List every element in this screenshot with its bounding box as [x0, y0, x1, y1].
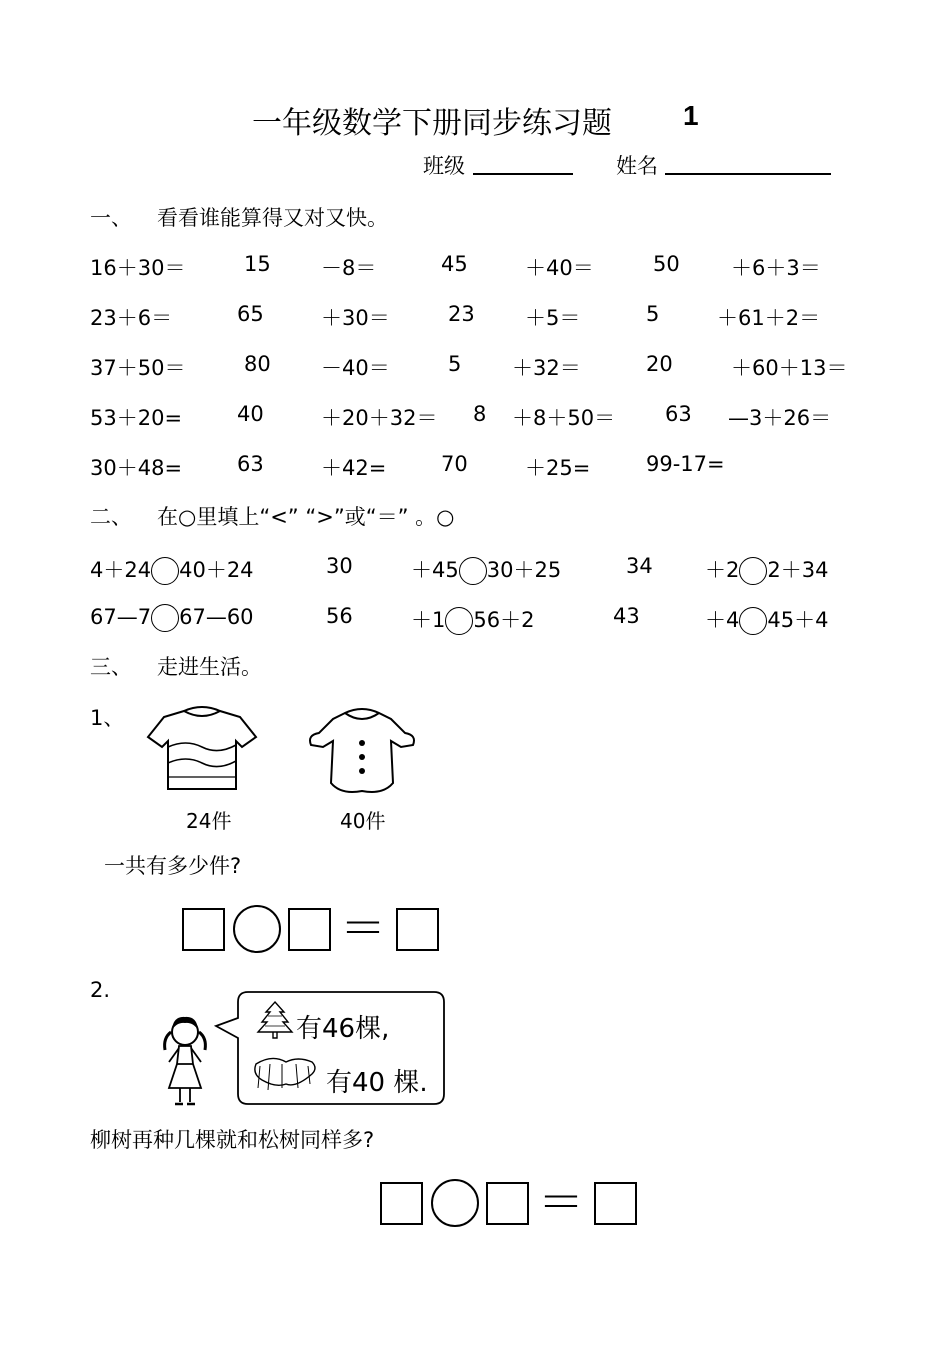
- tshirt-count-label: 24件: [186, 809, 232, 833]
- exercise-cell: ＋30＝: [321, 306, 390, 330]
- answer-box[interactable]: [594, 1182, 637, 1225]
- class-field[interactable]: [473, 173, 573, 175]
- exercise-cell: —3＋26＝: [728, 406, 832, 430]
- exercise-cell: ＋40＝: [525, 256, 594, 280]
- exercise-cell: 16＋30＝: [90, 256, 186, 280]
- answer-box[interactable]: [380, 1182, 423, 1225]
- exercise-cell: ＋61＋2＝: [717, 306, 821, 330]
- answer-box[interactable]: [288, 908, 331, 951]
- exercise-cell: ＋6＋3＝: [731, 256, 821, 280]
- compare-left: ＋2: [705, 558, 740, 582]
- compare-circle[interactable]: [151, 604, 179, 632]
- page-title: 一年级数学下册同步练习题: [252, 106, 612, 141]
- exercise-cell: 23: [448, 302, 475, 326]
- name-label: 姓名: [616, 154, 658, 178]
- bubble-line-1: 有46棵,: [296, 1014, 390, 1044]
- exercise-cell: 5: [646, 302, 660, 326]
- compare-left: ＋1: [411, 608, 446, 632]
- equals-sign: ＝: [538, 1175, 584, 1229]
- page-title-number: 1: [683, 100, 699, 131]
- compare-circle[interactable]: [739, 607, 767, 635]
- compare-left: 67—7: [90, 605, 152, 629]
- exercise-cell: 30＋48=: [90, 456, 183, 480]
- tshirt-icon: [146, 705, 258, 795]
- answer-box[interactable]: [182, 908, 225, 951]
- exercise-cell: 50: [653, 252, 680, 276]
- exercise-cell: 8: [473, 402, 487, 426]
- compare-row-2c: [705, 604, 828, 635]
- exercise-cell: 63: [237, 452, 264, 476]
- compare-right: 30＋25: [486, 558, 562, 582]
- exercise-cell: ＋8＋50＝: [512, 406, 616, 430]
- class-label: 班级: [423, 154, 465, 178]
- name-field[interactable]: [665, 173, 831, 175]
- section-3-title: 走进生活。: [157, 655, 262, 679]
- compare-left: ＋45: [411, 558, 459, 582]
- exercise-cell: 45: [441, 252, 468, 276]
- compare-circle[interactable]: [445, 607, 473, 635]
- bubble-line-2: 有40 棵.: [326, 1068, 428, 1098]
- compare-right: 40＋24: [179, 558, 254, 582]
- compare-num: 30: [326, 554, 353, 578]
- compare-row-2b: [411, 604, 534, 635]
- exercise-cell: 23＋6＝: [90, 306, 173, 330]
- exercise-cell: ＋32＝: [512, 356, 581, 380]
- answer-box[interactable]: [396, 908, 439, 951]
- exercise-cell: 15: [244, 252, 271, 276]
- compare-circle[interactable]: [739, 557, 767, 585]
- compare-row-1c: [705, 554, 828, 585]
- compare-circle[interactable]: [151, 557, 179, 585]
- compare-right: 45＋4: [767, 608, 829, 632]
- compare-row-1b: [411, 554, 561, 585]
- question-2-text: 柳树再种几棵就和松树同样多?: [90, 1128, 375, 1152]
- exercise-cell: 5: [448, 352, 462, 376]
- dress-count-label: 40件: [340, 809, 386, 833]
- section-1-title: 看看谁能算得又对又快。: [157, 206, 388, 230]
- compare-left: 4＋24: [90, 558, 152, 582]
- question-1-number: 1、: [90, 706, 125, 730]
- compare-right: 56＋2: [473, 608, 535, 632]
- section-1-number: 一、: [90, 206, 132, 230]
- exercise-cell: ＋20＋32＝: [321, 406, 438, 430]
- willow-tree-icon: [252, 1052, 322, 1092]
- exercise-cell: ＋60＋13＝: [731, 356, 848, 380]
- exercise-cell: 20: [646, 352, 673, 376]
- exercise-cell: ＋25=: [525, 456, 591, 480]
- dress-icon: [305, 705, 420, 795]
- exercise-cell: 70: [441, 452, 468, 476]
- question-2-number: 2.: [90, 978, 111, 1002]
- equals-sign: ＝: [340, 901, 386, 955]
- section-2-title: 在○里填上“<” “>”或“＝” 。○: [157, 505, 455, 529]
- exercise-cell: －40＝: [321, 356, 390, 380]
- exercise-cell: 53＋20=: [90, 406, 183, 430]
- compare-left: ＋4: [705, 608, 740, 632]
- compare-circle[interactable]: [459, 557, 487, 585]
- question-1-text: 一共有多少件?: [104, 854, 242, 878]
- compare-num: 43: [613, 604, 640, 628]
- compare-row-1: [90, 554, 254, 585]
- exercise-cell: 40: [237, 402, 264, 426]
- compare-row-2: [90, 604, 254, 632]
- compare-num: 34: [626, 554, 653, 578]
- compare-right: 67—60: [179, 605, 254, 629]
- exercise-cell: 80: [244, 352, 271, 376]
- operator-circle[interactable]: [431, 1179, 479, 1227]
- exercise-cell: －8＝: [321, 256, 377, 280]
- girl-icon: [155, 1012, 215, 1108]
- exercise-cell: 63: [665, 402, 692, 426]
- exercise-cell: ＋42=: [321, 456, 387, 480]
- compare-num: 56: [326, 604, 353, 628]
- exercise-cell: ＋5＝: [525, 306, 581, 330]
- pine-tree-icon: [256, 1000, 294, 1040]
- exercise-cell: 65: [237, 302, 264, 326]
- compare-right: 2＋34: [767, 558, 829, 582]
- exercise-cell: 37＋50＝: [90, 356, 186, 380]
- exercise-cell: 99-17=: [646, 452, 725, 476]
- section-3-number: 三、: [90, 655, 132, 679]
- answer-box[interactable]: [486, 1182, 529, 1225]
- operator-circle[interactable]: [233, 905, 281, 953]
- section-2-number: 二、: [90, 505, 132, 529]
